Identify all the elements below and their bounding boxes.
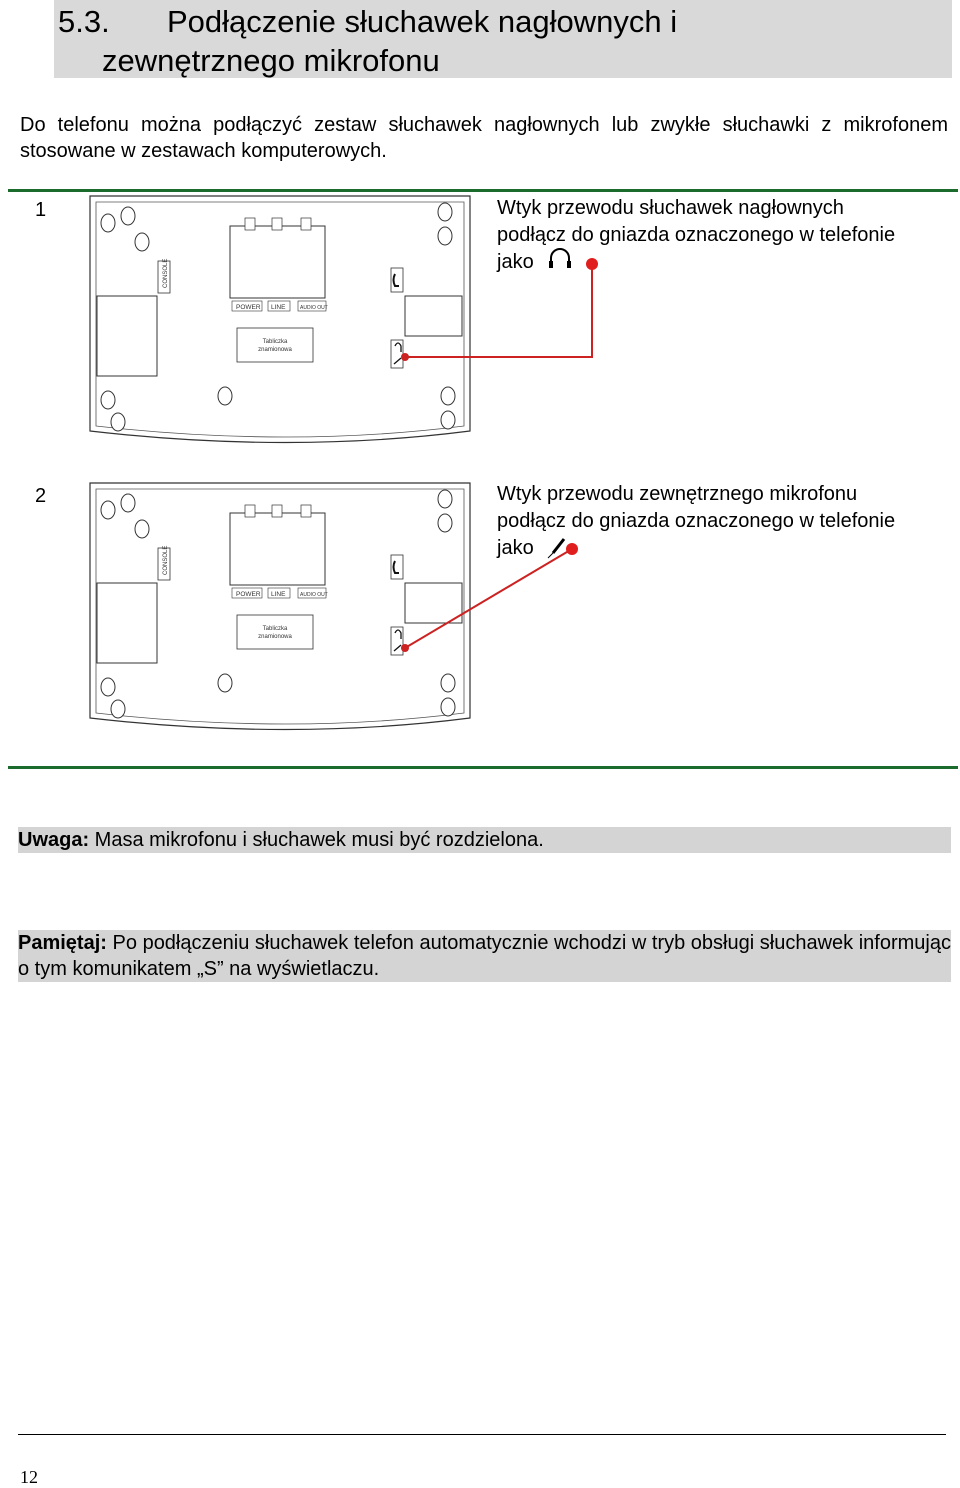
footer-rule <box>18 1434 946 1435</box>
phone-base-diagram-2 <box>90 483 470 730</box>
warning-note-text: Masa mikrofonu i słuchawek musi być rozdzielona. <box>89 829 544 851</box>
power-port-label: POWER <box>236 304 261 311</box>
step-2-text-line1: Wtyk przewodu zewnętrznego mikrofonu <box>497 483 858 505</box>
section-title-line1: Podłączenie słuchawek nagłownych i <box>167 4 678 39</box>
step-1-text-line3: jako <box>497 251 534 273</box>
name-plate-label-line1: Tabliczka <box>262 339 288 345</box>
headset-cable-end <box>586 258 598 270</box>
section-title-line2: zewnętrznego mikrofonu <box>102 43 440 78</box>
remember-note <box>18 930 951 982</box>
intro-paragraph: Do telefonu można podłączyć zestaw słuchawek nagłownych lub zwykłe słuchawki z mikrofonem stosowane w zestawach komputerowych. <box>20 114 948 162</box>
warning-note <box>18 827 951 853</box>
section-number: 5.3. <box>58 4 110 39</box>
phone-base-diagram-1 <box>90 196 470 443</box>
step-1-text-line2: podłącz do gniazda oznaczonego w telefonie <box>497 224 896 246</box>
microphone-cable-end <box>566 543 578 555</box>
microphone-cable-plug <box>401 644 409 652</box>
step-1-text-line1: Wtyk przewodu słuchawek nagłownych <box>497 197 844 219</box>
step-2-text-line2: podłącz do gniazda oznaczonego w telefonie <box>497 510 896 532</box>
audio-out-port-label: AUDIO OUT <box>300 305 328 311</box>
name-plate-label-line2: znamionowa <box>258 347 292 353</box>
warning-note-label: Uwaga: <box>18 829 90 851</box>
audio-out-port-label-2: AUDIO OUT <box>300 592 328 598</box>
line-port-label: LINE <box>271 304 286 311</box>
headset-cable-plug <box>401 353 409 361</box>
page-number: 12 <box>20 1467 38 1487</box>
step-2-text-line3: jako <box>497 537 534 559</box>
section-rule-bottom <box>8 766 958 769</box>
name-plate-label-2-line1: Tabliczka <box>262 626 288 632</box>
console-label-2: CONSOLE <box>163 545 169 575</box>
remember-note-label: Pamiętaj: <box>18 932 107 954</box>
step-1-number: 1 <box>35 199 47 221</box>
console-label: CONSOLE <box>163 258 169 288</box>
name-plate-label-2-line2: znamionowa <box>258 634 292 640</box>
line-port-label-2: LINE <box>271 591 286 598</box>
headphones-icon <box>549 249 571 268</box>
remember-note-text: Po podłączeniu słuchawek telefon automatycznie wchodzi w tryb obsługi słuchawek informując o tym komunikatem „S” na wyświetlaczu. <box>18 932 951 980</box>
power-port-label-2: POWER <box>236 591 261 598</box>
step-2-number: 2 <box>35 485 47 507</box>
